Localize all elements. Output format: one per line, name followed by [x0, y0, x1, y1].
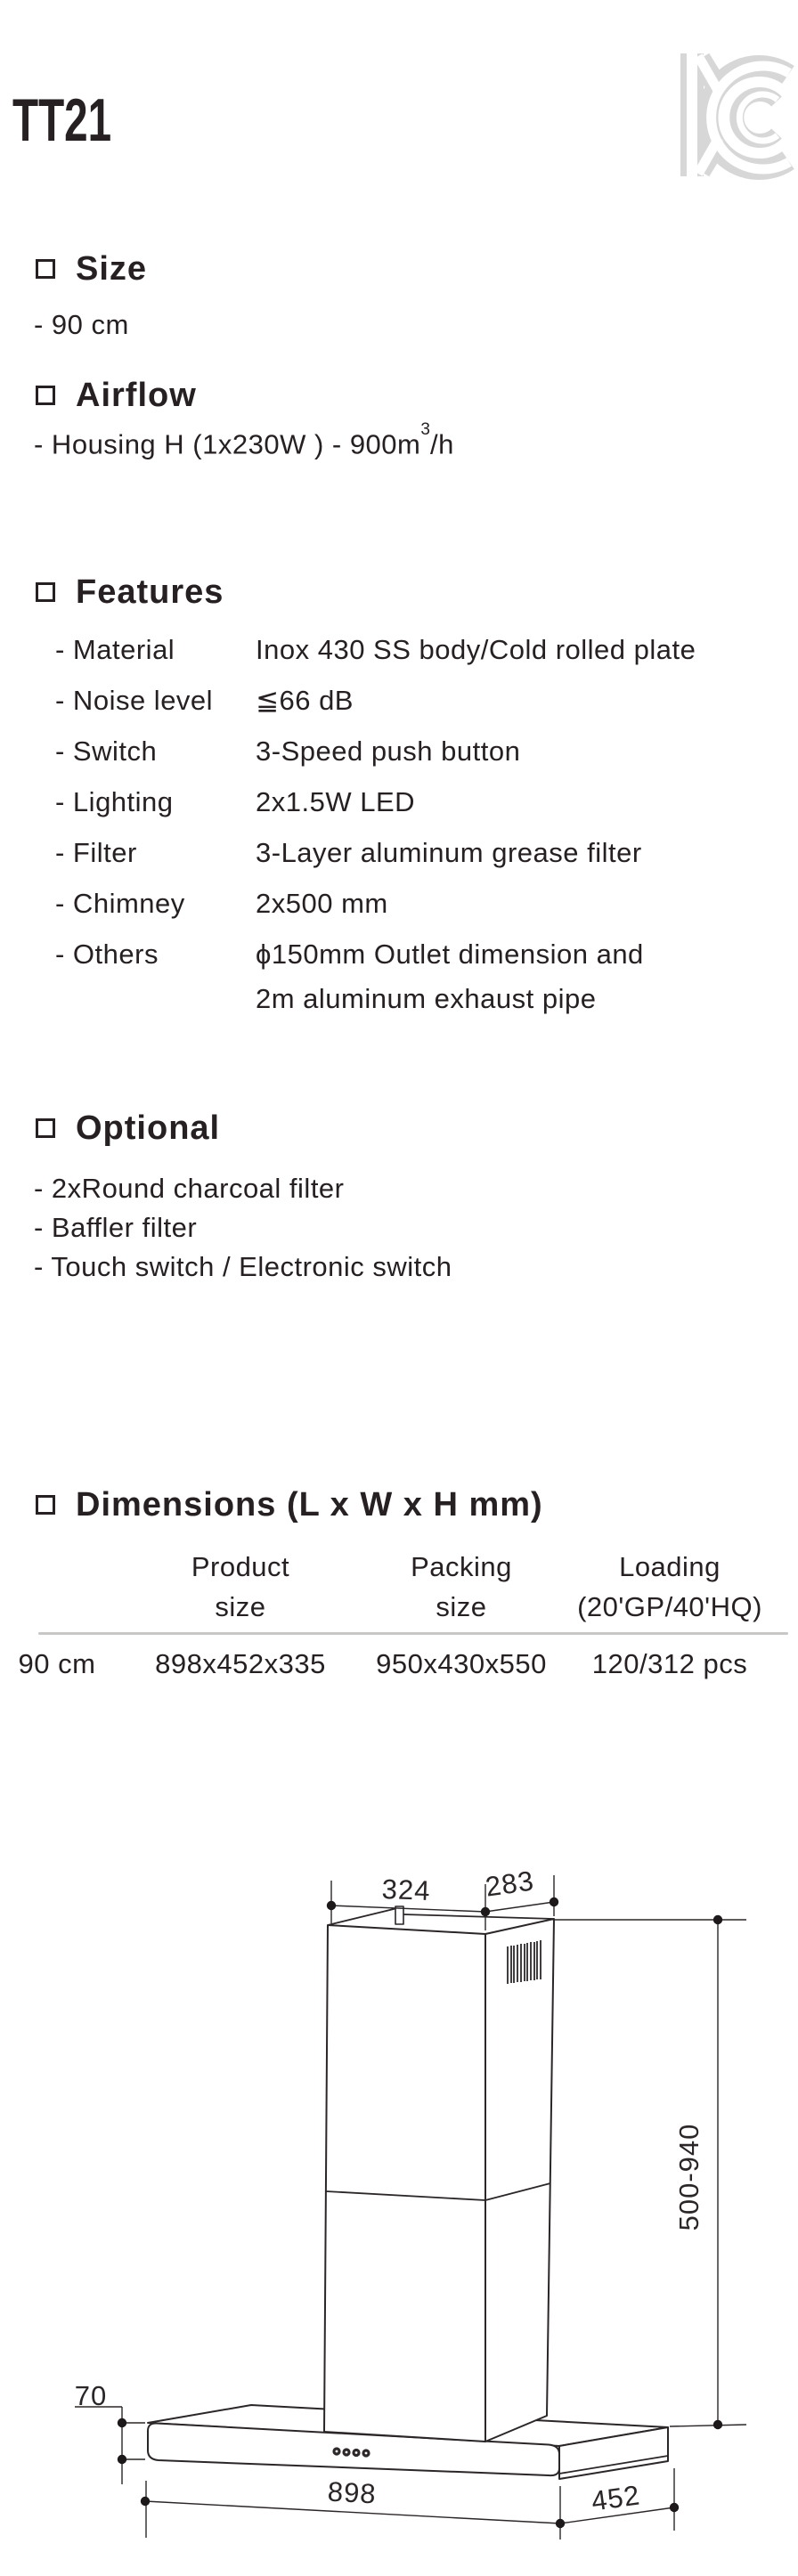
dim-height-range: 500-940 [673, 2123, 704, 2231]
feature-label: - Chimney [55, 888, 185, 919]
col-header-product: Product [191, 1551, 290, 1582]
feature-label: - Lighting [55, 786, 174, 817]
size-section-bullet-icon [36, 259, 55, 279]
col-header-loading: Loading [619, 1551, 721, 1582]
chimney-right-face [485, 1919, 554, 2442]
optional-section-bullet-icon [36, 1118, 55, 1138]
feature-label: - Others [55, 939, 159, 970]
feature-label: - Noise level [55, 685, 214, 716]
airflow-cubed-superscript: 3 [420, 420, 430, 439]
size-item: - 90 cm [34, 309, 129, 340]
kc-certification-icon [668, 27, 798, 187]
feature-value: 3-Speed push button [256, 735, 521, 767]
airflow-item [34, 420, 454, 460]
feature-label: - Filter [55, 837, 137, 868]
feature-label: - Switch [55, 735, 158, 767]
feature-value: 3-Layer aluminum grease filter [256, 837, 642, 868]
col-header-packing: Packing [411, 1551, 512, 1582]
feature-value: 2x500 mm [256, 888, 388, 919]
feature-value-continued: 2m aluminum exhaust pipe [256, 983, 597, 1014]
row-loading: 120/312 pcs [591, 1648, 748, 1679]
optional-item: - Touch switch / Electronic switch [34, 1251, 452, 1282]
airflow-item-unit: /h [429, 428, 454, 460]
row-size: 90 cm [18, 1648, 96, 1679]
features-heading: Features [76, 573, 224, 611]
feature-value: Inox 430 SS body/Cold rolled plate [256, 634, 696, 665]
page-title: TT21 [12, 86, 112, 154]
col-header-loading-2: (20'GP/40'HQ) [577, 1591, 762, 1622]
dim-body-length: 898 [326, 2475, 378, 2510]
chimney-front-face [324, 1925, 485, 2442]
dim-top-depth: 283 [483, 1865, 536, 1903]
features-section-bullet-icon [36, 582, 55, 602]
optional-heading: Optional [76, 1109, 221, 1147]
col-header-product-2: size [215, 1591, 266, 1622]
dim-body-depth: 452 [589, 2479, 642, 2517]
col-header-packing-2: size [436, 1591, 487, 1622]
airflow-heading: Airflow [76, 377, 197, 414]
dimensions-section-bullet-icon [36, 1495, 55, 1515]
size-heading: Size [76, 250, 148, 288]
feature-value: ≦66 dB [256, 685, 354, 716]
dim-body-height: 70 [74, 2380, 108, 2411]
row-product: 898x452x335 [155, 1648, 326, 1679]
airflow-section-bullet-icon [36, 386, 55, 405]
optional-item: - Baffler filter [34, 1212, 198, 1243]
dim-top-width: 324 [381, 1873, 432, 1906]
table-divider [38, 1632, 788, 1635]
feature-value: ϕ150mm Outlet dimension and [256, 939, 644, 970]
row-packing: 950x430x550 [376, 1648, 547, 1679]
feature-label: - Material [55, 634, 175, 665]
feature-value: 2x1.5W LED [256, 786, 416, 817]
optional-item: - 2xRound charcoal filter [34, 1173, 345, 1204]
technical-drawing [0, 1825, 798, 2576]
airflow-item-text: - Housing H (1x230W ) - 900m [34, 428, 421, 460]
dimensions-heading: Dimensions (L x W x H mm) [76, 1486, 543, 1524]
